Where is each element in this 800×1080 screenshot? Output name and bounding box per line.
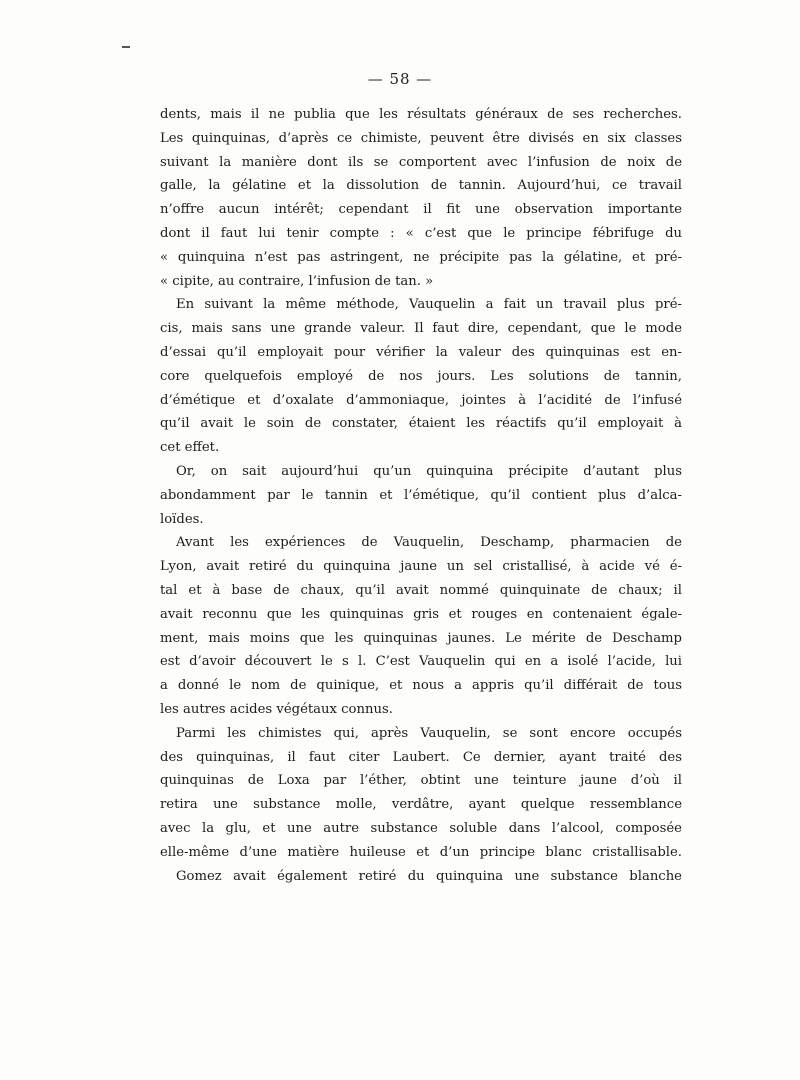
text-line: d’essai qu’il employait pour vérifier la valeur des quinquinas est en- xyxy=(160,344,682,360)
text-line: galle, la gélatine et la dissolution de tannin. Aujourd’hui, ce travail xyxy=(160,178,682,194)
text-line: elle-même d’une matière huileuse et d’un principe blanc cristallisable. xyxy=(160,844,682,860)
text-line: « cipite, au contraire, l’infusion de tan. » xyxy=(160,273,434,289)
text-line: « quinquina n’est pas astringent, ne précipite pas la gélatine, et pré- xyxy=(160,249,682,265)
text-line: suivant la manière dont ils se comportent avec l’infusion de noix de xyxy=(160,154,682,170)
text-line: Lyon, avait retiré du quinquina jaune un sel cristallisé, à acide vé é- xyxy=(160,559,682,575)
text-line: retira une substance molle, verdâtre, ayant quelque ressemblance xyxy=(160,797,682,813)
text-line: core quelquefois employé de nos jours. Les solutions de tannin, xyxy=(160,368,682,384)
text-line: Avant les expériences de Vauquelin, Deschamp, pharmacien de xyxy=(176,535,682,551)
text-line: tal et à base de chaux, qu’il avait nommé quinquinate de chaux; il xyxy=(160,582,682,598)
text-line: loïdes. xyxy=(160,511,204,527)
text-line: dents, mais il ne publia que les résultats généraux de ses recherches. xyxy=(160,107,682,122)
text-line: En suivant la même méthode, Vauquelin a fait un travail plus pré- xyxy=(176,297,682,313)
text-line: ment, mais moins que les quinquinas jaunes. Le mérite de Deschamp xyxy=(160,630,682,646)
text-line: avec la glu, et une autre substance soluble dans l’alcool, composée xyxy=(160,820,682,836)
text-line: Les quinquinas, d’après ce chimiste, peuvent être divisés en six classes xyxy=(160,130,682,146)
text-line: cet effet. xyxy=(160,440,220,456)
text-line: Parmi les chimistes qui, après Vauquelin, se sont encore occupés xyxy=(176,725,682,741)
page-number: — 58 — xyxy=(367,70,433,88)
text-line: dont il faut lui tenir compte : « c’est que le principe fébrifuge du xyxy=(160,225,682,241)
text-line: qu’il avait le soin de constater, étaient les réactifs qu’il employait à xyxy=(160,416,682,432)
scan-mark xyxy=(122,46,130,48)
text-line: quinquinas de Loxa par l’éther, obtint une teinture jaune d’où il xyxy=(160,773,682,789)
text-line: des quinquinas, il faut citer Laubert. Ce dernier, ayant traité des xyxy=(160,749,682,765)
text-line: Or, on sait aujourd’hui qu’un quinquina précipite d’autant plus xyxy=(176,463,682,479)
text-line: les autres acides végétaux connus. xyxy=(160,701,393,717)
text-line: Gomez avait également retiré du quinquina une substance blanche xyxy=(176,868,682,884)
text-line: n’offre aucun intérêt; cependant il fit une observation importante xyxy=(160,202,682,218)
text-line: avait reconnu que les quinquinas gris et rouges en contenaient égale- xyxy=(160,606,682,622)
text-line: d’émétique et d’oxalate d’ammoniaque, jointes à l’acidité de l’infusé xyxy=(160,392,682,408)
text-line: est d’avoir découvert le s l. C’est Vauquelin qui en a isolé l’acide, lui xyxy=(160,654,682,670)
text-line: cis, mais sans une grande valeur. Il faut dire, cependant, que le mode xyxy=(160,321,682,337)
body-text xyxy=(160,103,682,888)
text-line: a donné le nom de quinique, et nous a appris qu’il différait de tous xyxy=(160,678,682,694)
text-line: abondamment par le tannin et l’émétique, qu’il contient plus d’alca- xyxy=(160,487,682,503)
